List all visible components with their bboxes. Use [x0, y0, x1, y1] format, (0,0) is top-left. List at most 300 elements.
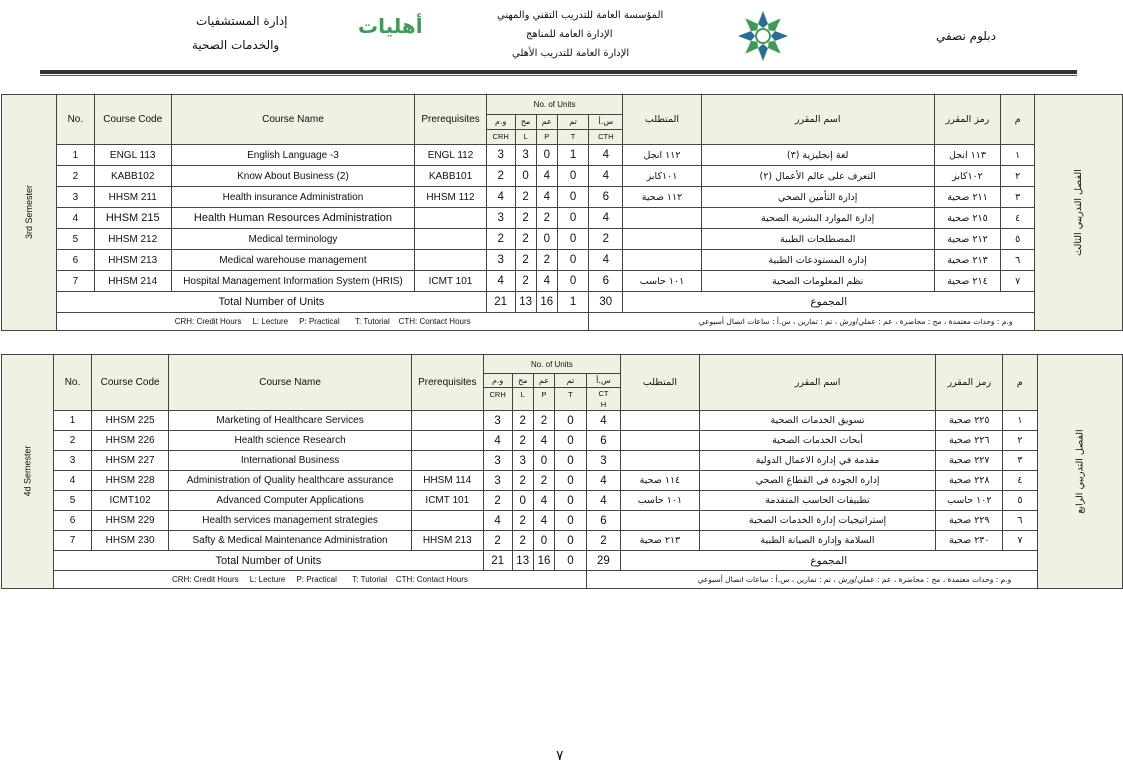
dept-line-1: إدارة المستشفيات	[196, 14, 288, 28]
row-crh	[483, 531, 512, 551]
row-crh	[486, 187, 515, 208]
row-no	[57, 187, 95, 208]
unit-ar-am: عم	[538, 376, 550, 385]
row-l	[515, 187, 536, 208]
ahliyat-logo: أهليات	[358, 14, 423, 38]
row-cth	[586, 531, 620, 551]
row-p	[536, 229, 557, 250]
row-name-ar	[701, 229, 934, 250]
row-crh-text: 3	[494, 454, 501, 467]
row-l-text: 2	[519, 514, 526, 527]
table-row	[2, 166, 1123, 187]
row-m	[1001, 166, 1035, 187]
row-l	[512, 451, 533, 471]
row-code-ar	[934, 145, 1001, 166]
row-code-ar	[936, 431, 1003, 451]
row-crh-text: 3	[497, 254, 504, 266]
table-row	[2, 229, 1123, 250]
row-name-text: Health science Research	[234, 435, 346, 446]
org-line-1: المؤسسة العامة للتدريب التقني والمهني	[497, 10, 664, 21]
unit-en-l: L	[513, 387, 533, 402]
row-t	[555, 411, 587, 431]
row-prereq-ar	[623, 208, 701, 229]
unit-ar-am: عم	[541, 117, 552, 126]
row-cth-text: 4	[600, 494, 607, 507]
row-m-text: ٦	[1017, 515, 1023, 526]
row-p-text: 0	[543, 149, 550, 161]
row-m	[1003, 471, 1037, 491]
col-course-name	[171, 95, 414, 145]
table-row	[2, 271, 1123, 292]
row-l-text: 2	[522, 275, 529, 287]
emblem-logo	[737, 8, 789, 64]
row-t	[555, 511, 587, 531]
dept-line-2: والخدمات الصحية	[192, 38, 280, 52]
table-row	[2, 208, 1123, 229]
row-no-text: 7	[69, 535, 76, 546]
row-cth-text: 2	[602, 233, 610, 245]
col-name-ar	[699, 355, 936, 411]
row-m	[1003, 531, 1037, 551]
row-t	[555, 471, 587, 491]
row-code	[91, 451, 168, 471]
row-prereq	[411, 431, 483, 451]
row-no-text: 2	[69, 435, 76, 446]
row-name-ar-text: نظم المعلومات الصحية	[772, 275, 864, 287]
col-units-text: No. of Units	[530, 359, 573, 369]
row-prereq	[411, 531, 483, 551]
row-code-ar-text: ٢٢٥ صحية	[949, 415, 990, 426]
row-p	[533, 491, 554, 511]
row-crh	[486, 166, 515, 187]
row-l	[512, 511, 533, 531]
row-name-ar	[701, 271, 934, 292]
row-name	[169, 411, 412, 431]
total-p-text: 16	[540, 296, 554, 308]
row-l	[515, 166, 536, 187]
unit-en-cth	[587, 387, 620, 410]
row-code-ar	[934, 271, 1001, 292]
row-code-ar	[934, 187, 1001, 208]
row-m	[1003, 491, 1037, 511]
unit-col-mh	[512, 374, 533, 411]
row-cth	[586, 411, 620, 431]
row-p-text: 0	[540, 454, 548, 467]
row-no-text: 1	[72, 149, 79, 161]
total-p	[533, 551, 554, 571]
row-code-ar	[936, 471, 1003, 491]
row-name	[171, 187, 414, 208]
row-p	[536, 250, 557, 271]
row-prereq-ar	[621, 491, 700, 511]
row-prereq-ar-text: ١١٢ صحية	[641, 191, 683, 203]
row-m-text: ٣	[1015, 191, 1021, 203]
row-prereq-ar	[623, 145, 701, 166]
row-name-text: English Language -3	[247, 149, 339, 161]
row-prereq-ar	[623, 229, 701, 250]
unit-en-t: T	[555, 387, 586, 402]
row-l	[512, 491, 533, 511]
row-prereq-ar	[623, 250, 701, 271]
row-name-ar	[701, 145, 934, 166]
row-prereq	[415, 271, 487, 292]
unit-en-p: P	[534, 387, 554, 402]
row-code	[94, 229, 171, 250]
row-name	[171, 208, 414, 229]
row-p-text: 4	[540, 494, 548, 507]
row-code-ar-text: ٢١٥ صحية	[947, 212, 988, 224]
row-prereq-ar-text: ٢١٣ صحية	[639, 535, 681, 546]
row-name	[169, 531, 412, 551]
row-p	[533, 431, 554, 451]
total-cth	[589, 292, 623, 313]
row-name-text: Hospital Management Information System (HRIS)	[183, 275, 403, 287]
table-row	[2, 451, 1123, 471]
row-name	[171, 229, 414, 250]
col-code-ar	[934, 95, 1001, 145]
row-name-ar	[701, 208, 934, 229]
unit-ar-tm: تم	[566, 376, 575, 385]
unit-en-crh: CRH	[484, 387, 512, 402]
row-name	[171, 145, 414, 166]
col-no-text: No.	[64, 377, 81, 388]
row-t	[557, 187, 588, 208]
row-prereq	[411, 511, 483, 531]
unit-en-cth-2: H	[600, 400, 607, 409]
row-l-text: 3	[519, 454, 526, 467]
row-code-ar-text: ٢١٢ صحية	[947, 233, 988, 245]
row-cth	[589, 208, 623, 229]
unit-ar-tm: تم	[569, 117, 577, 126]
row-prereq-text: ENGL 112	[427, 149, 474, 161]
row-l	[512, 471, 533, 491]
total-l-text: 13	[519, 296, 532, 308]
row-name-ar-text: مقدمة في إدارة الاعمال الدولية	[755, 455, 880, 466]
row-crh-text: 2	[497, 233, 504, 245]
row-p-text: 4	[543, 275, 550, 287]
org-line-3: الإدارة العامة للتدريب الأهلي	[512, 48, 630, 59]
unit-en-crh: CRH	[487, 129, 515, 144]
semester-label-ar-text: الفصل التدريبي الرابع	[1074, 429, 1086, 514]
row-name-ar-text: إدارة الموارد البشرية الصحية	[761, 212, 875, 224]
row-prereq-text: HHSM 112	[426, 191, 475, 203]
row-name-ar	[701, 166, 934, 187]
row-prereq-ar	[621, 431, 700, 451]
row-p	[533, 531, 554, 551]
row-prereq-ar	[623, 166, 701, 187]
col-prerequisites	[411, 355, 483, 411]
row-no-text: 4	[69, 475, 76, 486]
col-prerequisites	[415, 95, 487, 145]
row-prereq-ar-text: ١١٢ انجل	[643, 149, 681, 161]
row-prereq-ar	[623, 187, 701, 208]
row-t-text: 0	[569, 275, 577, 287]
row-name	[169, 431, 412, 451]
row-name-ar	[699, 411, 936, 431]
total-t-text: 0	[567, 554, 574, 567]
header-rule	[40, 70, 1077, 74]
total-p	[536, 292, 557, 313]
row-no-text: 6	[72, 254, 79, 266]
row-cth-text: 4	[600, 474, 607, 487]
row-cth	[589, 145, 623, 166]
row-name-text: Health services management strategies	[202, 515, 378, 526]
row-name-ar-text: تطبيقات الحاسب المتقدمة	[765, 495, 870, 506]
legend-ar	[589, 313, 1123, 331]
row-t-text: 0	[569, 233, 577, 245]
col-units	[486, 95, 623, 115]
row-prereq	[415, 145, 487, 166]
unit-ar-mh: مح	[520, 117, 531, 126]
row-crh	[483, 491, 512, 511]
row-cth	[586, 471, 620, 491]
row-code-text: HHSM 229	[105, 515, 155, 526]
row-code	[91, 411, 168, 431]
col-name-ar-text: اسم المقرر	[794, 377, 841, 388]
total-crh	[483, 551, 512, 571]
row-name-ar-text: إستراتيجيات إدارة الخدمات الصحية	[748, 515, 887, 526]
row-code-ar	[934, 229, 1001, 250]
col-units	[483, 355, 620, 374]
semester-label-en	[2, 355, 54, 589]
row-prereq	[415, 250, 487, 271]
row-code-ar	[934, 166, 1001, 187]
row-no-text: 1	[69, 415, 76, 426]
row-t-text: 0	[569, 191, 577, 203]
row-code-ar	[934, 250, 1001, 271]
row-name-text: Health insurance Administration	[222, 191, 364, 203]
row-l	[512, 431, 533, 451]
row-prereq	[415, 208, 487, 229]
row-no-text: 3	[69, 455, 76, 466]
row-code-ar	[936, 491, 1003, 511]
col-name-ar-text: اسم المقرر	[794, 114, 841, 125]
page-number: ٧	[556, 748, 564, 764]
row-cth-text: 6	[600, 514, 607, 527]
total-t	[557, 292, 588, 313]
row-code-ar	[936, 511, 1003, 531]
row-crh	[483, 411, 512, 431]
row-code-text: HHSM 214	[108, 275, 158, 287]
total-crh-text: 21	[491, 554, 505, 567]
row-t-text: 0	[569, 170, 577, 182]
row-no	[54, 411, 92, 431]
row-cth-text: 4	[602, 170, 610, 182]
row-name-ar-text: إدارة الجودة في القطاع الصحي	[755, 475, 880, 486]
row-name	[169, 451, 412, 471]
row-l-text: 2	[522, 254, 529, 266]
row-p-text: 2	[543, 212, 550, 224]
total-t-text: 1	[569, 296, 577, 308]
row-crh-text: 2	[494, 494, 501, 507]
total-label	[57, 292, 487, 313]
row-p-text: 2	[543, 254, 550, 266]
unit-col-am	[533, 374, 554, 411]
table-row	[2, 145, 1123, 166]
page-header	[0, 0, 1123, 82]
unit-en-l: L	[516, 129, 536, 144]
row-t	[557, 145, 588, 166]
row-t	[555, 491, 587, 511]
row-m-text: ٦	[1015, 254, 1021, 266]
row-crh	[483, 511, 512, 531]
table-row	[2, 471, 1123, 491]
total-row	[2, 551, 1123, 571]
row-prereq-ar-text: ١٠١ حاسب	[637, 495, 683, 506]
row-prereq	[411, 411, 483, 431]
unit-ar-sa: س.أ	[598, 117, 614, 126]
row-prereq	[411, 451, 483, 471]
row-no	[57, 271, 95, 292]
unit-en-t: T	[558, 129, 588, 144]
unit-col-tm	[557, 115, 588, 145]
legend-en-text: CRH: Credit Hours L: Lecture P: Practical T: Tutorial CTH: Contact Hours	[171, 575, 468, 584]
row-l-text: 0	[519, 494, 526, 507]
legend-en	[54, 571, 587, 589]
row-cth	[586, 431, 620, 451]
row-m	[1003, 451, 1037, 471]
col-code-ar	[936, 355, 1003, 411]
row-cth-text: 2	[600, 534, 607, 547]
row-m-text: ٧	[1017, 535, 1023, 546]
row-prereq-ar	[621, 411, 700, 431]
row-cth	[589, 271, 623, 292]
total-label	[54, 551, 484, 571]
col-course-name-text: Course Name	[259, 377, 321, 388]
row-p-text: 4	[540, 434, 548, 447]
row-l-text: 2	[519, 534, 526, 547]
row-t	[555, 531, 587, 551]
row-p	[536, 208, 557, 229]
row-prereq-ar	[621, 531, 700, 551]
row-prereq-text: ICMT 101	[425, 495, 470, 506]
total-cth-text: 30	[599, 296, 613, 308]
row-code	[94, 271, 171, 292]
total-t	[555, 551, 587, 571]
row-name-ar	[699, 431, 936, 451]
row-code-ar-text: ٢٢٨ صحية	[949, 475, 990, 486]
row-p	[533, 411, 554, 431]
unit-col-sa	[586, 374, 620, 411]
row-code-text: HHSM 225	[105, 415, 155, 426]
col-prerequisites-text: Prerequisites	[421, 114, 480, 125]
row-prereq-text: ICMT 101	[428, 275, 473, 287]
row-l	[512, 411, 533, 431]
total-crh	[486, 292, 515, 313]
row-code	[91, 471, 168, 491]
row-m	[1001, 250, 1035, 271]
unit-ar-sa: س.أ	[596, 376, 611, 385]
semester-table-4	[1, 354, 1123, 589]
col-course-name-text: Course Name	[262, 114, 324, 125]
semester-label-ar-text: الفصل التدريبي الثالث	[1073, 169, 1085, 256]
col-course-name	[169, 355, 412, 411]
row-t-text: 0	[567, 494, 574, 507]
col-course-code-text: Course Code	[100, 377, 160, 388]
row-no-text: 5	[72, 233, 79, 245]
total-p-text: 16	[537, 554, 551, 567]
row-l	[515, 145, 536, 166]
row-code-text: KABB102	[111, 170, 155, 182]
row-no	[54, 451, 92, 471]
row-m-text: ٧	[1015, 275, 1021, 287]
total-label-text: Total Number of Units	[215, 554, 322, 567]
row-name-ar-text: التعرف على عالم الأعمال (٢)	[759, 170, 876, 182]
row-p	[533, 511, 554, 531]
row-name-ar	[699, 491, 936, 511]
unit-col-wm	[486, 115, 515, 145]
row-m-text: ٥	[1017, 495, 1023, 506]
row-code-text: HHSM 227	[105, 455, 155, 466]
table-row	[2, 411, 1123, 431]
row-crh-text: 4	[497, 275, 504, 287]
total-label-ar-text: المجموع	[810, 554, 848, 567]
row-no-text: 7	[72, 275, 79, 287]
row-code-ar-text: ١٠٢كابز	[952, 170, 983, 182]
unit-col-sa	[589, 115, 623, 145]
row-l	[515, 229, 536, 250]
total-cth-text: 29	[597, 554, 610, 567]
col-m-ar-text: م	[1014, 114, 1021, 125]
row-prereq-ar-text: ١١٤ صحية	[639, 475, 681, 486]
row-no-text: 5	[69, 495, 76, 506]
total-cth	[586, 551, 620, 571]
row-name-text: Know About Business (2)	[237, 170, 349, 182]
table-row	[2, 491, 1123, 511]
row-cth	[586, 491, 620, 511]
row-p-text: 0	[543, 233, 550, 245]
row-no-text: 6	[69, 515, 76, 526]
col-m-ar	[1003, 355, 1037, 411]
col-units-text: No. of Units	[533, 100, 576, 109]
row-code-text: HHSM 230	[105, 535, 155, 546]
total-l	[512, 551, 533, 571]
row-l	[512, 531, 533, 551]
row-code-ar-text: ٢٢٦ صحية	[949, 435, 990, 446]
row-name-text: Administration of Quality healthcare assurance	[186, 475, 394, 486]
row-p	[536, 166, 557, 187]
table-row	[2, 431, 1123, 451]
row-code-ar-text: ١٠٢ حاسب	[947, 495, 992, 506]
row-crh-text: 2	[494, 534, 501, 547]
row-crh-text: 4	[494, 434, 501, 447]
col-m-ar	[1001, 95, 1035, 145]
row-code	[94, 166, 171, 187]
row-name-text: Medical warehouse management	[219, 254, 367, 266]
unit-col-mh	[515, 115, 536, 145]
col-prerequisites-text: Prerequisites	[418, 377, 477, 388]
row-code	[91, 431, 168, 451]
table-row	[2, 531, 1123, 551]
row-no	[54, 431, 92, 451]
row-name-text: Medical terminology	[248, 233, 338, 245]
row-no	[57, 208, 95, 229]
total-label-ar-text: المجموع	[810, 296, 848, 308]
row-cth	[586, 451, 620, 471]
row-t-text: 0	[569, 254, 577, 266]
row-m	[1003, 431, 1037, 451]
org-line-2: الإدارة العامة للمناهج	[526, 29, 613, 40]
unit-col-tm	[555, 374, 587, 411]
row-no	[54, 531, 92, 551]
row-code-ar	[934, 208, 1001, 229]
row-crh-text: 2	[497, 170, 504, 182]
row-cth-text: 3	[600, 454, 607, 467]
row-name-text: Marketing of Healthcare Services	[216, 415, 364, 426]
row-no	[54, 511, 92, 531]
row-cth-text: 4	[600, 414, 607, 427]
legend-ar	[586, 571, 1122, 589]
